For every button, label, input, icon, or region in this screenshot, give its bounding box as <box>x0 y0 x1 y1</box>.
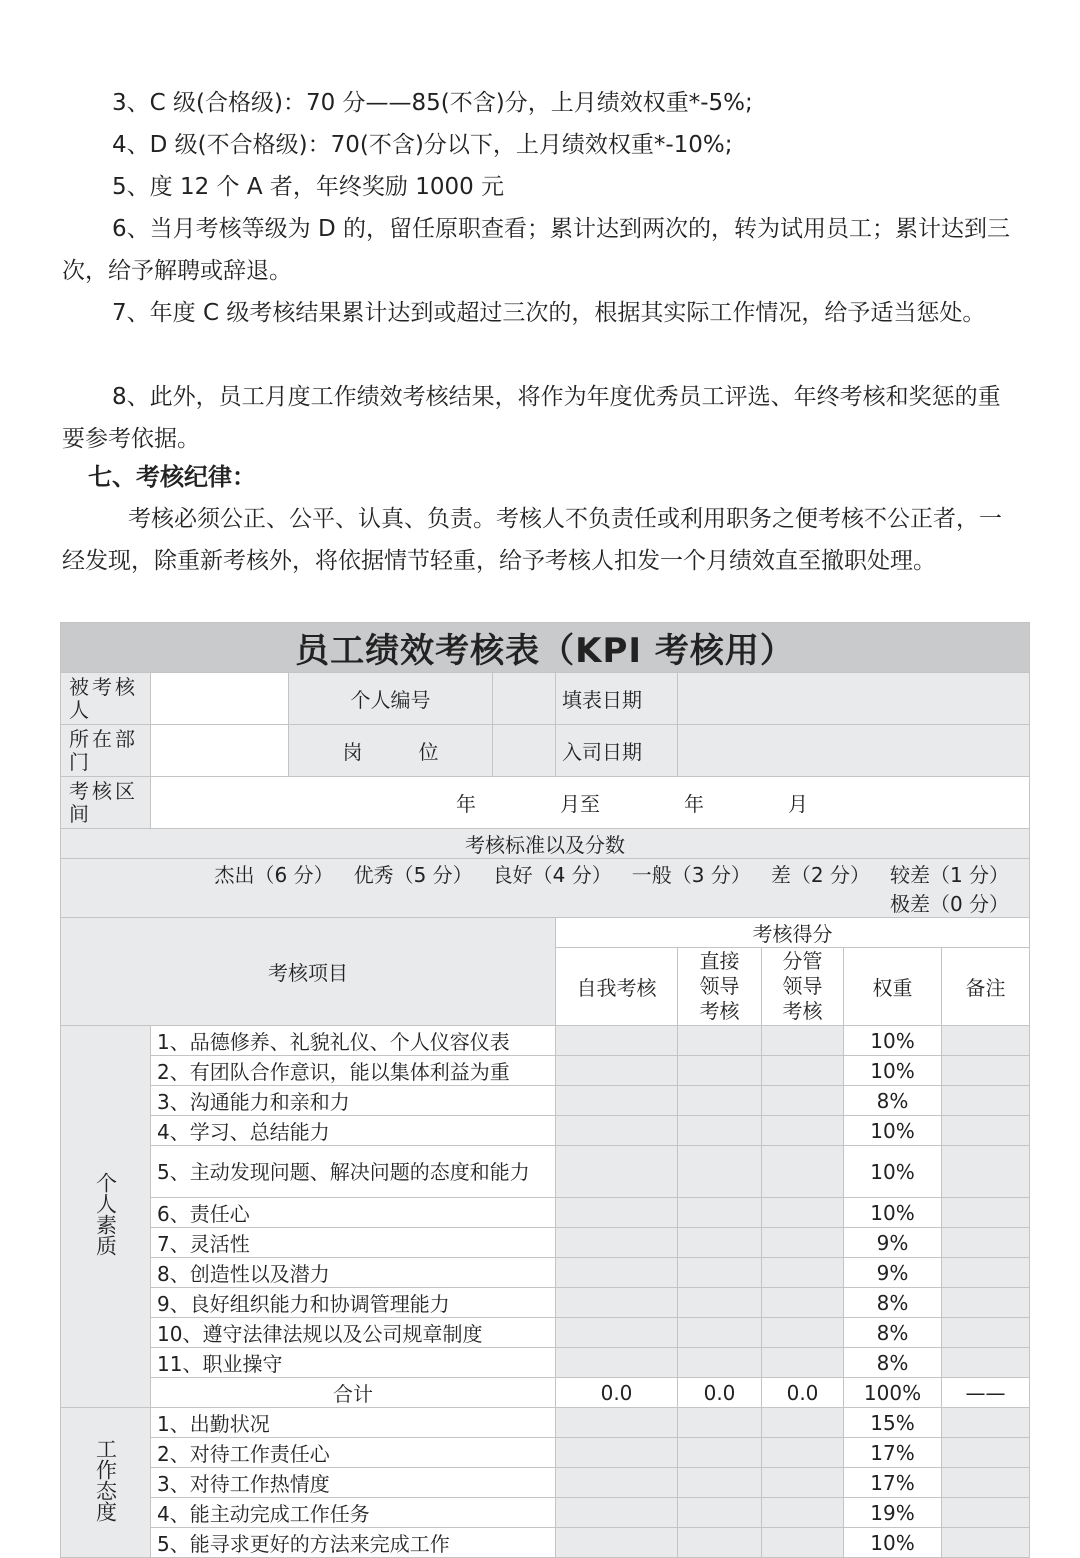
item-label: 6、责任心 <box>151 1198 556 1228</box>
group-label-personal-quality: 个人素质 <box>61 1026 151 1408</box>
self-score-cell[interactable] <box>556 1116 678 1146</box>
direct-score-cell[interactable] <box>678 1498 762 1528</box>
column-header-charge-leader: 分管 领导 考核 <box>762 948 844 1026</box>
item-label: 7、灵活性 <box>151 1228 556 1258</box>
note-cell[interactable] <box>942 1056 1030 1086</box>
direct-score-cell[interactable] <box>678 1116 762 1146</box>
note-cell[interactable] <box>942 1116 1030 1146</box>
charge-score-cell[interactable] <box>762 1318 844 1348</box>
label-personal-id: 个人编号 <box>289 673 493 725</box>
direct-score-cell[interactable] <box>678 1056 762 1086</box>
direct-score-cell[interactable] <box>678 1228 762 1258</box>
charge-score-cell[interactable] <box>762 1056 844 1086</box>
rule-paragraph-6: 6、当月考核等级为 D 的，留任原职查看；累计达到两次的，转为试用员工；累计达到三次，给予解聘或辞退。 <box>62 216 1010 284</box>
total-weight: 100% <box>844 1378 942 1408</box>
self-score-cell[interactable] <box>556 1408 678 1438</box>
direct-score-cell[interactable] <box>678 1026 762 1056</box>
note-cell[interactable] <box>942 1528 1030 1558</box>
label-examinee: 被考核人 <box>61 673 151 725</box>
item-label: 5、能寻求更好的方法来完成工作 <box>151 1528 556 1558</box>
charge-score-cell[interactable] <box>762 1116 844 1146</box>
weight-cell: 9% <box>844 1228 942 1258</box>
item-label: 8、创造性以及潜力 <box>151 1258 556 1288</box>
grade-average: 一般（3 分） <box>631 863 751 887</box>
weight-cell: 15% <box>844 1408 942 1438</box>
note-cell[interactable] <box>942 1288 1030 1318</box>
weight-cell: 10% <box>844 1026 942 1056</box>
note-cell[interactable] <box>942 1438 1030 1468</box>
grade-poor: 差（2 分） <box>770 863 870 887</box>
item-label: 10、遵守法律法规以及公司规章制度 <box>151 1318 556 1348</box>
column-header-weight: 权重 <box>844 948 942 1026</box>
self-score-cell[interactable] <box>556 1288 678 1318</box>
item-label: 9、良好组织能力和协调管理能力 <box>151 1288 556 1318</box>
self-score-cell[interactable] <box>556 1086 678 1116</box>
self-score-cell[interactable] <box>556 1056 678 1086</box>
charge-score-cell[interactable] <box>762 1258 844 1288</box>
charge-score-cell[interactable] <box>762 1468 844 1498</box>
department-value-cell[interactable] <box>151 725 289 777</box>
weight-cell: 10% <box>844 1198 942 1228</box>
rule-paragraph-4: 4、D 级(不合格级)：70(不含)分以下，上月绩效权重*-10%; <box>112 132 733 158</box>
grade-good: 良好（4 分） <box>492 863 612 887</box>
grade-very-poor: 极差（0 分） <box>889 892 1010 916</box>
label-period: 考核区间 <box>61 777 151 829</box>
item-label: 1、出勤状况 <box>151 1408 556 1438</box>
weight-cell: 8% <box>844 1348 942 1378</box>
total-label: 合计 <box>151 1378 556 1408</box>
discipline-paragraph: 考核必须公正、公平、认真、负责。考核人不负责任或利用职务之便考核不公正者，一经发现，除重新考核外，将依据情节轻重，给予考核人扣发一个月绩效直至撤职处理。 <box>62 506 1002 574</box>
kpi-table <box>60 622 1030 1558</box>
standard-title: 考核标准以及分数 <box>61 829 1030 859</box>
note-cell[interactable] <box>942 1258 1030 1288</box>
self-score-cell[interactable] <box>556 1146 678 1198</box>
charge-score-cell[interactable] <box>762 1288 844 1318</box>
label-fill-date: 填表日期 <box>556 673 678 725</box>
self-score-cell[interactable] <box>556 1198 678 1228</box>
weight-cell: 9% <box>844 1258 942 1288</box>
charge-score-cell[interactable] <box>762 1528 844 1558</box>
total-direct-score: 0.0 <box>678 1378 762 1408</box>
self-score-cell[interactable] <box>556 1498 678 1528</box>
item-label: 4、学习、总结能力 <box>151 1116 556 1146</box>
item-label: 11、职业操守 <box>151 1348 556 1378</box>
direct-score-cell[interactable] <box>678 1146 762 1198</box>
note-cell[interactable] <box>942 1228 1030 1258</box>
weight-cell: 19% <box>844 1498 942 1528</box>
note-cell[interactable] <box>942 1498 1030 1528</box>
section-heading-discipline: 七、考核纪律： <box>88 463 256 491</box>
charge-score-cell[interactable] <box>762 1198 844 1228</box>
weight-cell: 10% <box>844 1056 942 1086</box>
weight-cell: 10% <box>844 1116 942 1146</box>
charge-score-cell[interactable] <box>762 1498 844 1528</box>
total-charge-score: 0.0 <box>762 1378 844 1408</box>
weight-cell: 8% <box>844 1288 942 1318</box>
item-label: 2、对待工作责任心 <box>151 1438 556 1468</box>
direct-score-cell[interactable] <box>678 1086 762 1116</box>
total-note: —— <box>942 1378 1030 1408</box>
item-label: 5、主动发现问题、解决问题的态度和能力 <box>151 1146 556 1198</box>
item-label: 1、品德修养、礼貌礼仪、个人仪容仪表 <box>151 1026 556 1056</box>
self-score-cell[interactable] <box>556 1528 678 1558</box>
column-header-direct-leader: 直接 领导 考核 <box>678 948 762 1026</box>
period-value-cell[interactable]: 年 月至 年 月 <box>151 777 1030 829</box>
grade-excellent: 优秀（5 分） <box>353 863 473 887</box>
entry-date-value-cell[interactable] <box>678 725 1030 777</box>
self-score-cell[interactable] <box>556 1348 678 1378</box>
note-cell[interactable] <box>942 1198 1030 1228</box>
personal-id-value-cell[interactable] <box>493 673 556 725</box>
note-cell[interactable] <box>942 1026 1030 1056</box>
table-title: 员工绩效考核表（KPI 考核用） <box>61 623 1030 673</box>
weight-cell: 8% <box>844 1318 942 1348</box>
weight-cell: 10% <box>844 1146 942 1198</box>
direct-score-cell[interactable] <box>678 1528 762 1558</box>
item-label: 2、有团队合作意识，能以集体利益为重 <box>151 1056 556 1086</box>
self-score-cell[interactable] <box>556 1228 678 1258</box>
direct-score-cell[interactable] <box>678 1348 762 1378</box>
label-entry-date: 入司日期 <box>556 725 678 777</box>
charge-score-cell[interactable] <box>762 1438 844 1468</box>
examinee-value-cell[interactable] <box>151 673 289 725</box>
note-cell[interactable] <box>942 1086 1030 1116</box>
rule-paragraph-8: 8、此外，员工月度工作绩效考核结果，将作为年度优秀员工评选、年终考核和奖惩的重要参考依据。 <box>62 384 1001 452</box>
note-cell[interactable] <box>942 1468 1030 1498</box>
charge-score-cell[interactable] <box>762 1348 844 1378</box>
column-header-note: 备注 <box>942 948 1030 1026</box>
grade-weak: 较差（1 分） <box>889 863 1010 887</box>
total-self-score: 0.0 <box>556 1378 678 1408</box>
fill-date-value-cell[interactable] <box>678 673 1030 725</box>
note-cell[interactable] <box>942 1348 1030 1378</box>
self-score-cell[interactable] <box>556 1026 678 1056</box>
grade-scale <box>61 859 1030 918</box>
direct-score-cell[interactable] <box>678 1438 762 1468</box>
direct-score-cell[interactable] <box>678 1258 762 1288</box>
charge-score-cell[interactable] <box>762 1026 844 1056</box>
charge-score-cell[interactable] <box>762 1408 844 1438</box>
group-label-work-attitude: 工作态度 <box>61 1408 151 1558</box>
self-score-cell[interactable] <box>556 1318 678 1348</box>
weight-cell: 10% <box>844 1528 942 1558</box>
self-score-cell[interactable] <box>556 1438 678 1468</box>
weight-cell: 17% <box>844 1438 942 1468</box>
rule-paragraph-7: 7、年度 C 级考核结果累计达到或超过三次的，根据其实际工作情况，给予适当惩处。 <box>112 300 986 326</box>
rule-paragraph-3: 3、C 级(合格级)：70 分——85(不含)分，上月绩效权重*-5%; <box>112 90 753 116</box>
direct-score-cell[interactable] <box>678 1198 762 1228</box>
column-header-item: 考核项目 <box>61 918 556 1026</box>
direct-score-cell[interactable] <box>678 1468 762 1498</box>
column-header-self: 自我考核 <box>556 948 678 1026</box>
charge-score-cell[interactable] <box>762 1228 844 1258</box>
charge-score-cell[interactable] <box>762 1086 844 1116</box>
self-score-cell[interactable] <box>556 1468 678 1498</box>
self-score-cell[interactable] <box>556 1258 678 1288</box>
grade-outstanding: 杰出（6 分） <box>214 863 334 887</box>
item-label: 4、能主动完成工作任务 <box>151 1498 556 1528</box>
label-department: 所在部门 <box>61 725 151 777</box>
rule-paragraph-5: 5、度 12 个 A 者，年终奖励 1000 元 <box>112 174 505 200</box>
item-label: 3、对待工作热情度 <box>151 1468 556 1498</box>
direct-score-cell[interactable] <box>678 1408 762 1438</box>
item-label: 3、沟通能力和亲和力 <box>151 1086 556 1116</box>
note-cell[interactable] <box>942 1146 1030 1198</box>
note-cell[interactable] <box>942 1408 1030 1438</box>
direct-score-cell[interactable] <box>678 1318 762 1348</box>
charge-score-cell[interactable] <box>762 1146 844 1198</box>
weight-cell: 17% <box>844 1468 942 1498</box>
label-position: 岗 位 <box>289 725 493 777</box>
weight-cell: 8% <box>844 1086 942 1116</box>
direct-score-cell[interactable] <box>678 1288 762 1318</box>
note-cell[interactable] <box>942 1318 1030 1348</box>
column-header-score-group: 考核得分 <box>556 918 1030 948</box>
position-value-cell[interactable] <box>493 725 556 777</box>
